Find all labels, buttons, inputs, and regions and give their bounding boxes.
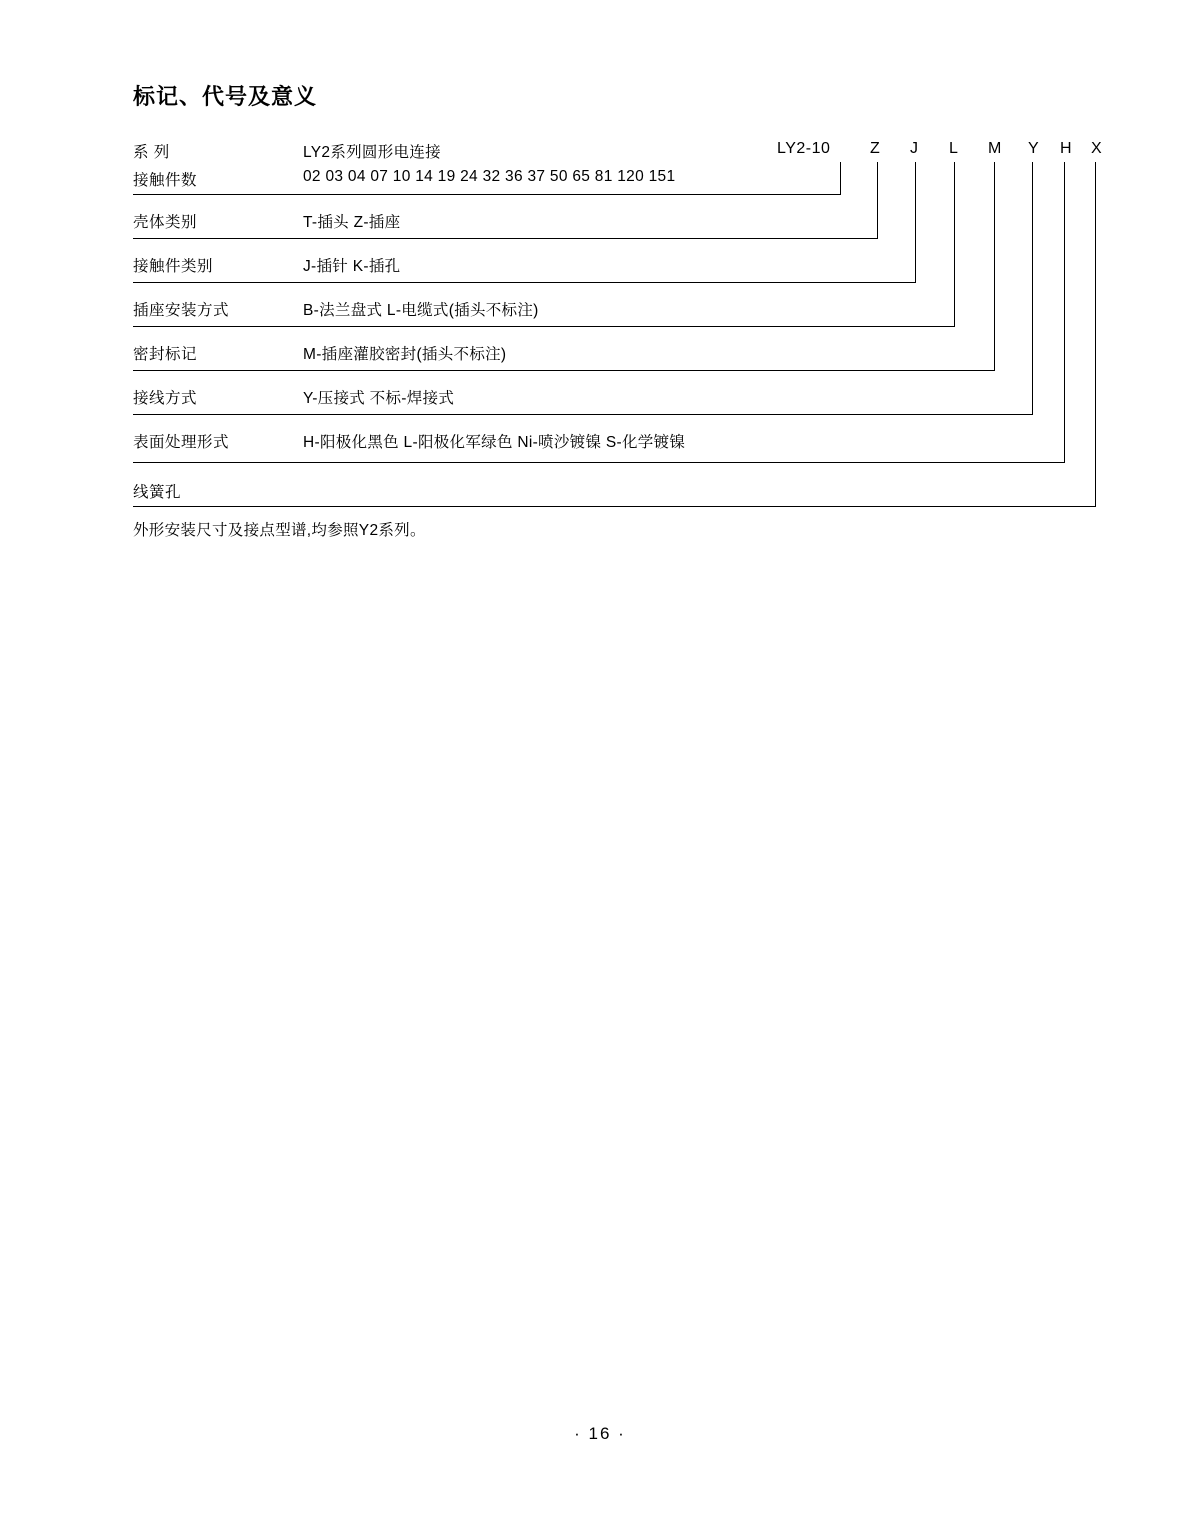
- page-title: 标记、代号及意义: [133, 84, 318, 109]
- row-desc-shell-type: T-插头 Z-插座: [303, 214, 401, 231]
- row-label-contact-type: 接触件类别: [133, 258, 214, 275]
- rule-termination: [133, 414, 1033, 415]
- code-char-sealing: M: [988, 140, 1002, 157]
- row-label-contact-count: 接触件数: [133, 172, 198, 189]
- designation-diagram: [133, 136, 1103, 536]
- row-desc-series: LY2系列圆形电连接: [303, 144, 441, 161]
- row-label-mounting: 插座安装方式: [133, 302, 230, 319]
- row-desc-mounting: B-法兰盘式 L-电缆式(插头不标注): [303, 302, 539, 319]
- row-desc-finish: H-阳极化黑色 L-阳极化军绿色 Ni-喷沙镀镍 S-化学镀镍: [303, 434, 686, 451]
- connector-sealing: [994, 162, 995, 371]
- row-label-shell-type: 壳体类别: [133, 214, 198, 231]
- code-char-contact-type: J: [910, 140, 919, 157]
- code-char-finish: H: [1060, 140, 1073, 157]
- code-char-mounting: L: [949, 140, 959, 157]
- rule-mounting: [133, 326, 955, 327]
- code-char-series-size: LY2-10: [777, 140, 831, 157]
- row-label-termination: 接线方式: [133, 390, 198, 407]
- row-desc-contact-type: J-插针 K-插孔: [303, 258, 401, 275]
- row-desc-sealing: M-插座灌胶密封(插头不标注): [303, 346, 507, 363]
- rule-spring-socket: [133, 506, 1096, 507]
- rule-shell-type: [133, 238, 878, 239]
- connector-series-size: [840, 162, 841, 195]
- rule-contact-count: [133, 194, 841, 195]
- connector-termination: [1032, 162, 1033, 415]
- code-char-termination: Y: [1028, 140, 1040, 157]
- row-desc-contact-count: 02 03 04 07 10 14 19 24 32 36 37 50 65 81 120 151: [303, 168, 676, 185]
- footnote-text: 外形安装尺寸及接点型谱,均参照Y2系列。: [133, 522, 426, 539]
- code-char-spring-socket: X: [1091, 140, 1103, 157]
- connector-spring-socket: [1095, 162, 1096, 507]
- code-char-shell-type: Z: [870, 140, 881, 157]
- connector-contact-type: [915, 162, 916, 283]
- row-label-sealing: 密封标记: [133, 346, 198, 363]
- row-desc-termination: Y-压接式 不标-焊接式: [303, 390, 455, 407]
- connector-mounting: [954, 162, 955, 327]
- connector-shell-type: [877, 162, 878, 239]
- connector-finish: [1064, 162, 1065, 463]
- rule-finish: [133, 462, 1065, 463]
- rule-sealing: [133, 370, 995, 371]
- rule-contact-type: [133, 282, 916, 283]
- row-label-spring-socket: 线簧孔: [133, 484, 182, 501]
- row-label-finish: 表面处理形式: [133, 434, 230, 451]
- row-label-series: 系 列: [133, 144, 170, 161]
- page-number: · 16 ·: [574, 1424, 626, 1443]
